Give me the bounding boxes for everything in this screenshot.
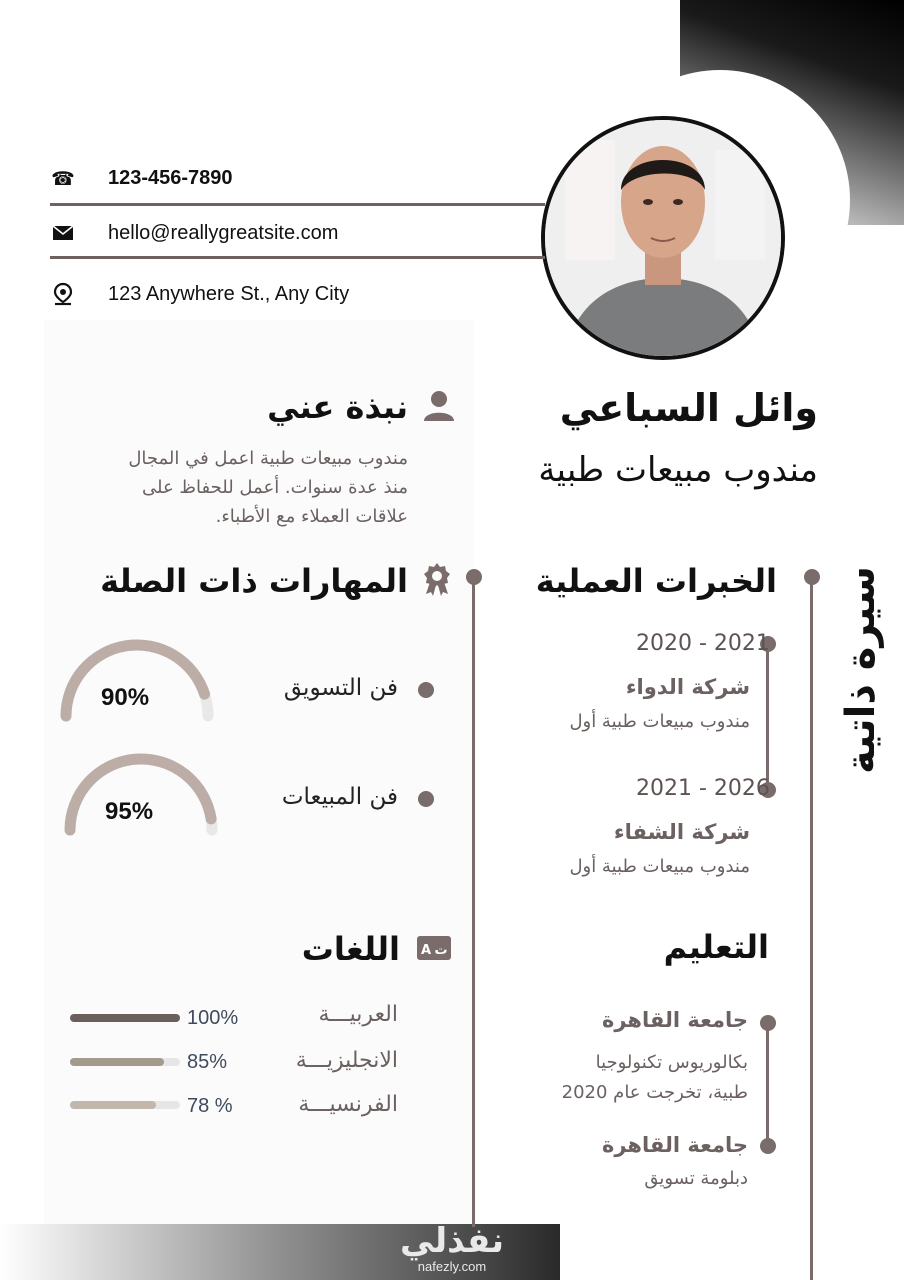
education-line: دبلومة تسويق (644, 1168, 748, 1189)
experience-company: شركة الشفاء (613, 820, 750, 844)
about-line: علاقات العملاء مع الأطباء. (215, 506, 408, 527)
skill-gauge (58, 748, 224, 840)
language-percent: 85% (187, 1051, 228, 1073)
education-inner-line (766, 1022, 769, 1146)
svg-text:ت: ت (434, 943, 448, 958)
profile-photo (541, 116, 785, 360)
language-bar-fill (70, 1101, 156, 1109)
education-title: التعليم (663, 928, 769, 966)
experience-company: شركة الدواء (625, 675, 750, 699)
education-school: جامعة القاهرة (601, 1008, 748, 1032)
language-name: الانجليزيـــة (295, 1048, 398, 1073)
skills-timeline-dot (466, 569, 482, 585)
phone-number: 123-456-7890 (108, 167, 233, 189)
language-percent: 100% (187, 1007, 239, 1029)
watermark-brand: نفذلي (399, 1221, 505, 1261)
experience-column-line (810, 577, 813, 1280)
experience-date: 2020 - 2021 (636, 631, 770, 656)
contact-divider (50, 203, 545, 206)
skill-name: فن التسويق (283, 675, 398, 701)
translate-icon (416, 934, 452, 964)
skill-gauge (54, 634, 220, 726)
vertical-cv-label (838, 560, 884, 780)
address: 123 Anywhere St., Any City (108, 283, 350, 305)
person-name: وائل السباعي (559, 386, 818, 430)
language-bar-fill (70, 1058, 164, 1066)
education-school: جامعة القاهرة (601, 1133, 748, 1157)
award-badge-icon (420, 562, 454, 596)
education-item-dot (760, 1015, 776, 1031)
skill-bullet-dot (418, 682, 434, 698)
experience-role: مندوب مبيعات طبية أول (569, 711, 750, 732)
education-details (562, 1048, 748, 1108)
language-name: الفرنسيـــة (298, 1092, 398, 1117)
skill-name: فن المبيعات (281, 784, 398, 810)
education-item-dot (760, 1138, 776, 1154)
experience-timeline-dot (804, 569, 820, 585)
skills-title: المهارات ذات الصلة (100, 562, 408, 600)
job-title: مندوب مبيعات طبية (538, 450, 818, 490)
user-icon (422, 388, 456, 422)
phone-icon: ☎ (51, 168, 75, 190)
about-text (8, 444, 408, 531)
location-pin-icon (50, 282, 76, 308)
about-line: مندوب مبيعات طبية اعمل في المجال (128, 448, 408, 469)
person-photo-illustration (545, 120, 781, 356)
skill-bullet-dot (418, 791, 434, 807)
language-name: العربيـــة (318, 1002, 398, 1027)
experience-title: الخبرات العملية (535, 562, 777, 600)
skill-percent: 90% (101, 684, 150, 711)
email-address: hello@reallygreatsite.com (108, 222, 339, 244)
skills-column-line (472, 577, 475, 1227)
skill-percent: 95% (105, 798, 154, 825)
experience-inner-line (766, 644, 769, 790)
language-percent: 78 % (187, 1095, 233, 1117)
svg-text:A: A (420, 943, 432, 958)
watermark (392, 1222, 512, 1274)
language-bar-fill (70, 1014, 180, 1022)
education-line: بكالوريوس تكنولوجيا (595, 1052, 748, 1073)
about-title: نبذة عني (267, 388, 408, 426)
experience-role: مندوب مبيعات طبية أول (569, 856, 750, 877)
contact-divider (50, 256, 545, 259)
education-line: طبية، تخرجت عام 2020 (561, 1082, 748, 1103)
language-bar-track (70, 1101, 180, 1109)
vertical-cv-label-text: سيرة ذاتية (838, 566, 884, 774)
languages-title: اللغات (301, 930, 400, 968)
watermark-site: nafezly.com (417, 1259, 487, 1274)
language-bar-track (70, 1014, 180, 1022)
language-bar-track (70, 1058, 180, 1066)
experience-date: 2021 - 2026 (636, 776, 770, 801)
about-line: منذ عدة سنوات. أعمل للحفاظ على (141, 477, 408, 498)
envelope-icon (50, 220, 76, 246)
